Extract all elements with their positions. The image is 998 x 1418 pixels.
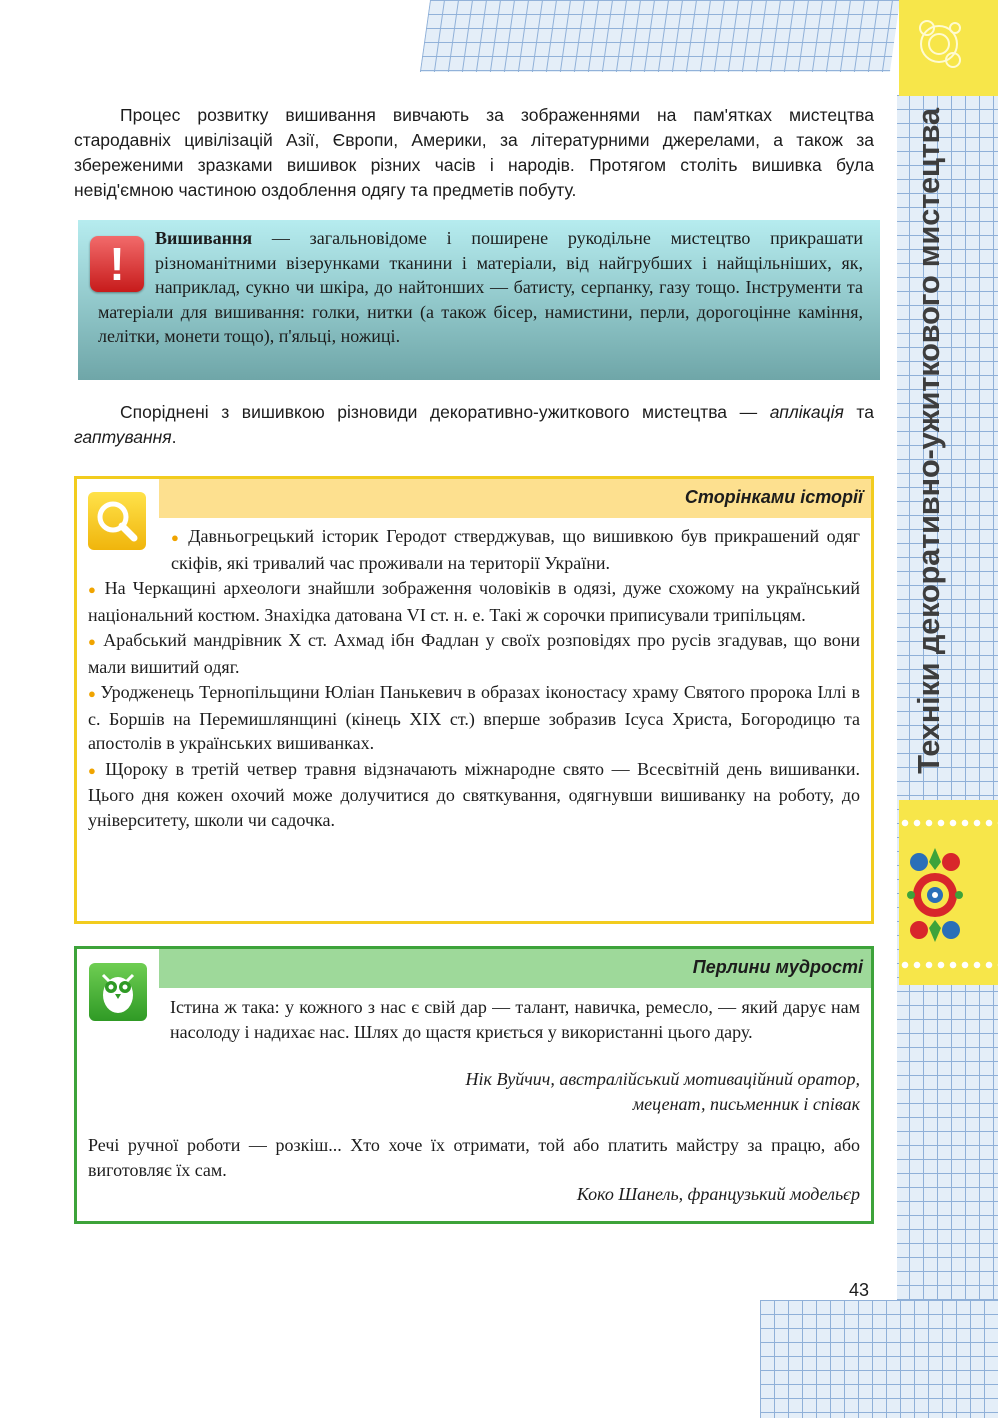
bullet-icon: ● (88, 582, 105, 597)
definition-box (78, 220, 880, 380)
embroidery-ornament (899, 800, 998, 985)
history-header (159, 479, 871, 518)
history-title: Сторінками історії (684, 487, 863, 507)
bullet-icon: ● (88, 762, 106, 778)
exclamation-icon: ! (90, 236, 144, 292)
wisdom-author-2: Коко Шанель, французький модельєр (576, 1184, 860, 1204)
bullet-icon: ● (88, 686, 101, 701)
bullet-icon: ● (171, 530, 189, 545)
history-box (74, 476, 874, 924)
wisdom-title: Перлини мудрості (692, 957, 863, 977)
related-paragraph (74, 400, 874, 450)
history-item: ● Давньогрецький історик Геродот стверджував, що вишивкою був прикрашений одяг скіфів, які тривалий час проживали на території України. (171, 526, 860, 573)
history-item: ● Щороку в третій четвер травня відзначають міжнародне свято — Всесвітній день вишиванки. Цього дня кожен охочий може долучитися до святкування, одягнувши вишиванку на роботу, до університету, школи чи садочка. (88, 758, 860, 830)
term-applique: аплікація (769, 402, 844, 422)
related-text: Споріднені з вишивкою різновиди декоративно-ужиткового мистецтва — (120, 402, 770, 422)
side-section-title (899, 96, 959, 786)
side-title-text: Техніки декоративно-ужиткового мистецтва (911, 108, 947, 774)
related-connector: та (843, 402, 874, 422)
definition-term: Вишивання (155, 228, 253, 248)
wisdom-author-1: Нік Вуйчич, австралійський мотиваційний оратор, меценат, письменник і співак (465, 1069, 860, 1114)
bullet-icon: ● (88, 634, 104, 649)
side-band (899, 0, 998, 1418)
ornament-stripe-top (899, 816, 998, 830)
ornament-stripe-bottom (899, 958, 998, 972)
wisdom-quote-2: Речі ручної роботи — розкіш... Хто хоче їх отримати, той або платить майстру за працю, або виготовляє їх сам. (88, 1135, 860, 1180)
flower-ornament-icon (909, 14, 969, 74)
wisdom-quote-1: Істина ж така: у кожного з нас є свій дар — талант, навичка, ремесло, — який дарує нам насолоду і надихає нас. Шлях до щастя криється у використанні цього дару. (170, 997, 860, 1042)
flower-embroidery-icon (905, 840, 965, 950)
side-yellow-top (899, 0, 998, 96)
page-number: 43 (849, 1280, 870, 1300)
history-list (88, 524, 860, 833)
related-end: . (171, 427, 177, 447)
history-item: ● Уродженець Тернопільщини Юліан Панькевич в образах іконостасу храму Святого пророка Іллі в с. Боршів на Перемишлянщині (кінець XIX ст.) вперше зобразив Ісуса Христа, Богородицю та апостолів в українських вишиванках. (88, 682, 860, 753)
owl-icon (89, 963, 147, 1021)
term-gaptuvannia: гаптування (74, 427, 172, 447)
wisdom-box (74, 946, 874, 1224)
wisdom-header (159, 949, 871, 988)
definition-text (98, 226, 863, 349)
definition-body: — загальновідоме і поширене рукодільне мистецтво прикрашати різноманітними візерунками тканини і матеріали, від найгрубших і найщільніших, як, наприклад, сукно чи шкіра, до найтонших — батисту, серпанку, газу тощо. Інструменти та матеріали для вишивання: голки, нитки (а також бісер, намистини, перли, дорогоцінне каміння, лелітки, монети тощо), п'яльці, ножиці. (98, 228, 863, 346)
graph-paper-decor-top (420, 0, 900, 74)
intro-paragraph: Процес розвитку вишивання вивчають за зображеннями на пам'ятках мистецтва стародавніх цивілізацій Азії, Європи, Америки, за літературними джерелами, а також за збереженими зразками вишивок різних часів і народів. Протягом століть вишивка була невід'ємною частиною оздоблення одягу та предметів побуту. (74, 105, 874, 200)
history-item: ● На Черкащині археологи знайшли зображення чоловіків в одязі, дуже схожому на український національний костюм. Знахідка датована VI ст. н. е. Такі ж сорочки приписували трипільцям. (88, 578, 860, 625)
history-item: ● Арабський мандрівник Х ст. Ахмад ібн Фадлан у своїх розповідях про русів згадував, що вони мали вишитий одяг. (88, 630, 860, 677)
